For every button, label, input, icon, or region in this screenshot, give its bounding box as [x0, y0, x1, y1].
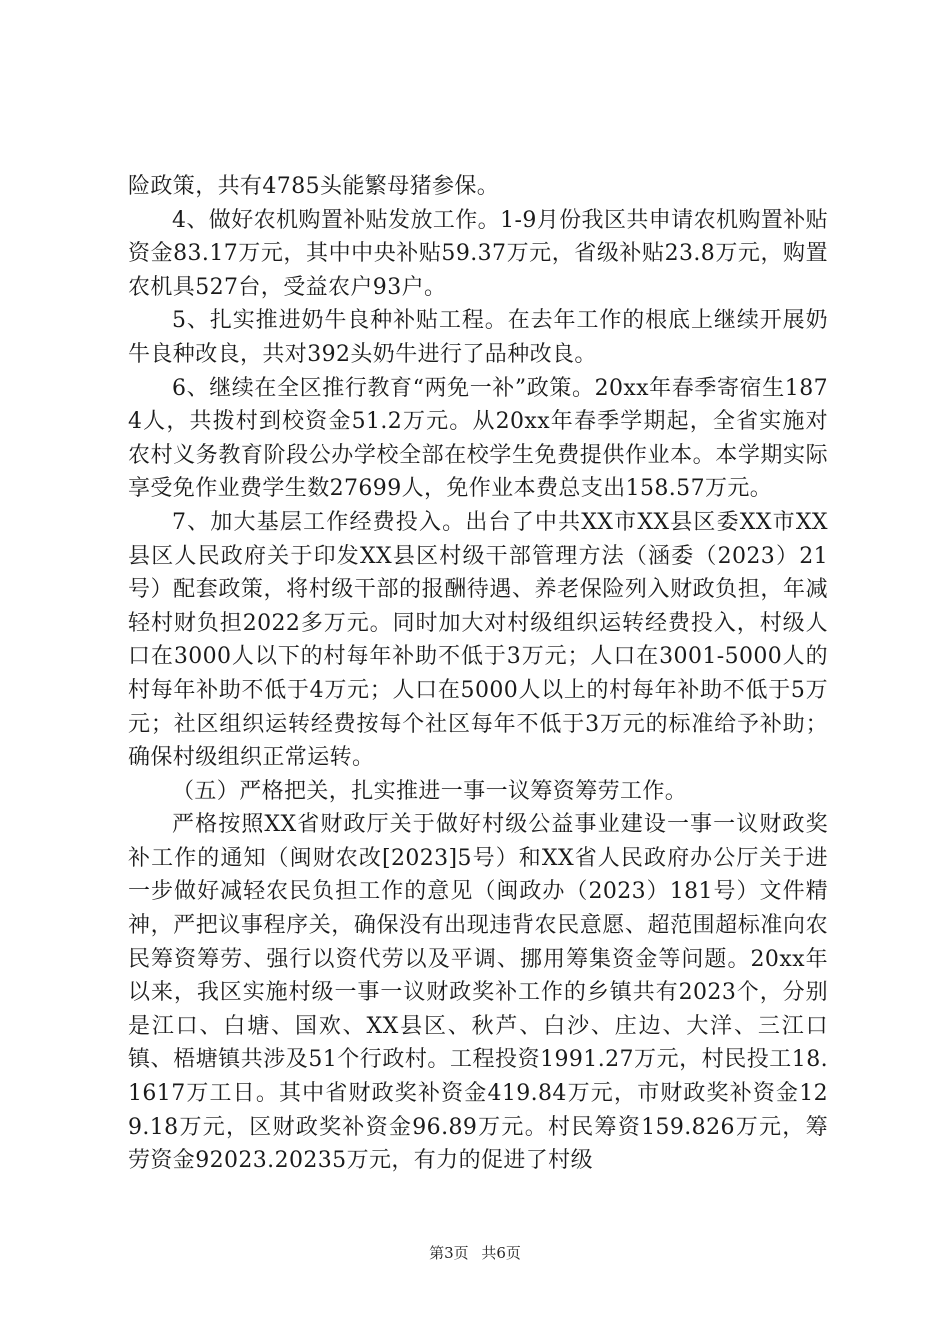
- page-footer: [0, 1243, 950, 1263]
- page-number: 第3页: [429, 1244, 469, 1262]
- paragraph-item-4: 4、做好农机购置补贴发放工作。1-9月份我区共申请农机购置补贴资金83.17万元，其中中央补贴59.37万元，省级补贴23.8万元，购置农机具527台，受益农户93户。: [128, 207, 828, 300]
- paragraph-item-6: 6、继续在全区推行教育“两免一补”政策。20xx年春季寄宿生1874人，共拨村到校资金51.2万元。从20xx年春季学期起，全省实施对农村义务教育阶段公办学校全部在校学生免费提供作业本。本学期实际享受免作业费学生数27699人，免作业本费总支出158.57万元。: [128, 375, 828, 502]
- paragraph-item-7: 7、加大基层工作经费投入。出台了中共XX市XX县区委XX市XX县区人民政府关于印发XX县区村级干部管理方法（涵委（2023）21号）配套政策，将村级干部的报酬待遇、养老保险列入财政负担，年减轻村财负担2022多万元。同时加大对村级组织运转经费投入，村级人口在3000人以下的村每年补助不低于3万元；人口在3001-5000人的村每年补助不低于4万元；人口在5000人以上的村每年补助不低于5万元；社区组织运转经费按每个社区每年不低于3万元的标准给予补助；确保村级组织正常运转。: [128, 509, 828, 771]
- paragraph-continuation: 险政策，共有4785头能繁母猪参保。: [128, 174, 500, 199]
- section-heading-5: （五）严格把关，扎实推进一事一议筹资筹劳工作。: [172, 778, 688, 804]
- document-body: [128, 170, 828, 1178]
- paragraph-section-5-body: 严格按照XX省财政厅关于做好村级公益事业建设一事一议财政奖补工作的通知（闽财农改[2023]5号）和XX省人民政府办公厅关于进一步做好减轻农民负担工作的意见（闽政办（2023）181号）文件精神，严把议事程序关，确保没有出现违背农民意愿、超范围超标准向农民筹资筹劳、强行以资代劳以及平调、挪用筹集资金等问题。20xx年以来，我区实施村级一事一议财政奖补工作的乡镇共有2023个，分别是江口、白塘、国欢、XX县区、秋芦、白沙、庄边、大洋、三江口镇、梧塘镇共涉及51个行政村。工程投资1991.27万元，村民投工18.1617万工日。其中省财政奖补资金419.84万元，市财政奖补资金129.18万元，区财政奖补资金96.89万元。村民筹资159.826万元，筹劳资金92023.20235万元，有力的促进了村级: [128, 812, 828, 1174]
- paragraph-item-5: 5、扎实推进奶牛良种补贴工程。在去年工作的根底上继续开展奶牛良种改良，共对392头奶牛进行了品种改良。: [128, 308, 828, 367]
- page-total: 共6页: [481, 1244, 521, 1262]
